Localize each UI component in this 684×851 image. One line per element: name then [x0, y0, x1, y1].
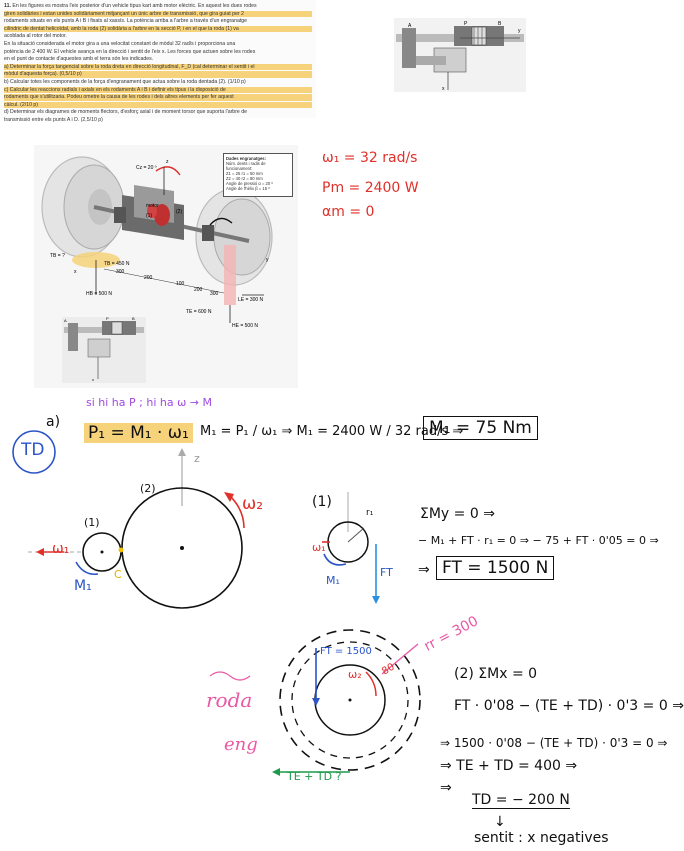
part-a-label: a): [46, 414, 61, 430]
gear-m1-label: M₁: [74, 578, 92, 594]
label-d300b: 300: [210, 291, 219, 297]
result-arrow: ↓: [494, 814, 506, 830]
label-tb: TB = ?: [50, 253, 65, 259]
ft-result-prefix: ⇒: [418, 562, 430, 578]
fbd-r1-label: r₁: [366, 508, 374, 518]
question-a-2: mòdul d'aquesta força). (0,5/10 p): [4, 71, 312, 78]
statement-line-3: cilíndric de dentat helicoïdal, amb la roda (2) solidària a l'arbre en la secció P, i en el que la roda (1) va: [4, 26, 312, 33]
bearing-schematic-bottom: [62, 317, 146, 383]
question-c-2: rodaments que s'utilitzaria. Podeu ometre la causa de les rodes i dels altres elements per fer aquest: [4, 94, 312, 101]
label-d300a: 300: [116, 269, 125, 275]
problem-statement: [0, 0, 316, 123]
m1-result-box: M₁ = 75 Nm: [423, 416, 538, 440]
label-d200b: 200: [194, 287, 203, 293]
note-power: Pm = 2400 W: [322, 180, 419, 196]
label-z: z: [166, 159, 169, 165]
statement-line-4: acoblada al rotor del motor.: [4, 33, 67, 40]
question-c-3: càlcul. (2/10 p): [4, 102, 312, 109]
gear-data-line-2: Z2 = 40 r2 = 80 mm: [226, 176, 263, 181]
w2-small-label: ω₂: [348, 668, 362, 681]
direction-note: sentit : x negatives: [474, 830, 609, 846]
label-d100: 100: [176, 281, 185, 287]
fbd-w1-label: ω₁: [312, 541, 326, 554]
label-y: y: [266, 257, 269, 263]
gear-2-label: (2): [140, 482, 156, 495]
label-r2: (2): [176, 209, 183, 215]
eq-mx-4-prefix: ⇒: [440, 780, 452, 796]
svg-text:x: x: [92, 377, 94, 382]
bearing-schematic-top: [394, 18, 526, 92]
label-motor: motor: [146, 203, 159, 209]
svg-text:A: A: [408, 23, 412, 29]
gear-w1-label: ω₁: [52, 541, 70, 557]
td-label: TD: [21, 440, 45, 460]
statement-line-5: En la situació considerada el motor gira a una velocitat constant de mòdul 32 rad/s i proporciona una: [4, 40, 236, 47]
fbd-m1-label: M₁: [326, 574, 340, 587]
ft1500-label: FT = 1500: [320, 646, 372, 657]
eq-power: P₁ = M₁ · ω₁: [84, 423, 193, 443]
label-he: HE = 500 N: [232, 323, 258, 329]
label-cz: Cz = 20 º: [136, 165, 157, 171]
gear-1-label: (1): [84, 516, 100, 529]
statement-line-7: en el punt de contacte d'aquestes amb el terra són les indicades.: [4, 56, 154, 63]
svg-text:P: P: [106, 316, 109, 321]
gear-data-line-4: Angle de l'hèlix β = 15 º: [226, 186, 270, 191]
label-x: x: [74, 269, 77, 275]
gear-data-line-1: Z1 = 25 r1 = 50 mm: [226, 171, 263, 176]
gear-w2-label: ω₂: [242, 494, 264, 514]
svg-text:A: A: [64, 318, 67, 323]
question-d-2: transmissió entre els punts A i D. (2,5/10 p): [4, 116, 103, 123]
statement-line-6: potència de 2 400 W. El vehicle avança en la direcció i sentit de l'eix x. Les forces que actuen sobre les rodes: [4, 48, 256, 55]
svg-text:y: y: [518, 28, 521, 34]
td-result: TD = − 200 N: [472, 792, 570, 808]
label-tb2: TB = 450 N: [104, 261, 130, 267]
d80-label: 80: [380, 661, 397, 678]
rr-label: rr = 300: [421, 613, 481, 655]
question-b: b) Calcular totes les components de la força d'engranament que actua sobre la roda dentada (2). (1/10 p): [4, 78, 246, 85]
svg-text:x: x: [442, 86, 445, 92]
z-axis-label: z: [194, 452, 200, 465]
label-d200: 200: [144, 275, 153, 281]
svg-text:B: B: [132, 316, 135, 321]
note-omega1: ω₁ = 32 rad/s: [322, 150, 418, 166]
eq-moment: M₁ = P₁ / ω₁ ⇒ M₁ = 2400 W / 32 rad/s ⇒: [200, 424, 464, 439]
eq-mx-2: ⇒ 1500 · 0'08 − (TE + TD) · 0'3 = 0 ⇒: [440, 736, 668, 750]
contact-c-label: C: [114, 568, 122, 581]
roda-label: roda: [206, 688, 253, 712]
te-td-label: TE + TD ?: [287, 770, 342, 783]
label-hb: HB = 500 N: [86, 291, 112, 297]
question-a: a) Determinar la força tangencial sobre la roda dreta en direcció longitudinal, F_D (cal determinar el sentit i el: [4, 64, 312, 71]
sum-my: ΣMy = 0 ⇒: [420, 506, 495, 522]
gear-data-title: Dades engranatges:: [226, 156, 267, 161]
label-r1: (1): [146, 213, 153, 219]
label-le: LE = 300 N: [238, 297, 264, 303]
svg-text:P: P: [464, 21, 468, 27]
ft-result-box: FT = 1500 N: [436, 556, 554, 580]
eq-mx-1: FT · 0'08 − (TE + TD) · 0'3 = 0 ⇒: [454, 698, 684, 714]
fbd-1-label: (1): [312, 494, 332, 510]
eng-label: eng: [224, 734, 258, 755]
svg-text:B: B: [498, 21, 502, 27]
eq-mx-3: ⇒ TE + TD = 400 ⇒: [440, 758, 578, 774]
eq-my: − M₁ + FT · r₁ = 0 ⇒ − 75 + FT · 0'05 = 0 ⇒: [418, 534, 659, 547]
gear-data-box: [223, 153, 293, 197]
question-d: d) Determinar els diagrames de moments flectors, d'esforç axial i de moment torsor que suporta l'arbre de: [4, 109, 248, 116]
note-alpha: αm = 0: [322, 204, 375, 220]
statement-line-1: giren solidàries i estan unides solidàriament mitjançant un únic arbre de transmissió, que gira guiat per 2: [4, 11, 312, 18]
gear-data-line-0: Núm. dents i radis de funcionament:: [226, 161, 266, 171]
fbd-ft-label: FT: [380, 566, 393, 579]
statement-line-2: rodaments situats en els punts A i B i fixats al xassís. La potència arriba a l'arbre a través d'un engranatge: [4, 18, 248, 25]
gear-pair-diagram: [24, 446, 284, 616]
statement-line-0: 11. En les figures es mostra l'eix posterior d'un vehicle tipus kart amb motor elèctric. En aquest les dues rodes: [4, 3, 257, 9]
label-te: TE = 600 N: [186, 309, 212, 315]
question-c: c) Calcular les reaccions radials i axials en els rodaments A i B i definir els tipus i la disposició de: [4, 87, 312, 94]
note-purple: si hi ha P ; hi ha ω → M: [86, 396, 212, 409]
gear-data-line-3: Angle de pressió α = 20 º: [226, 181, 273, 186]
sum-mx: (2) ΣMx = 0: [454, 666, 538, 682]
